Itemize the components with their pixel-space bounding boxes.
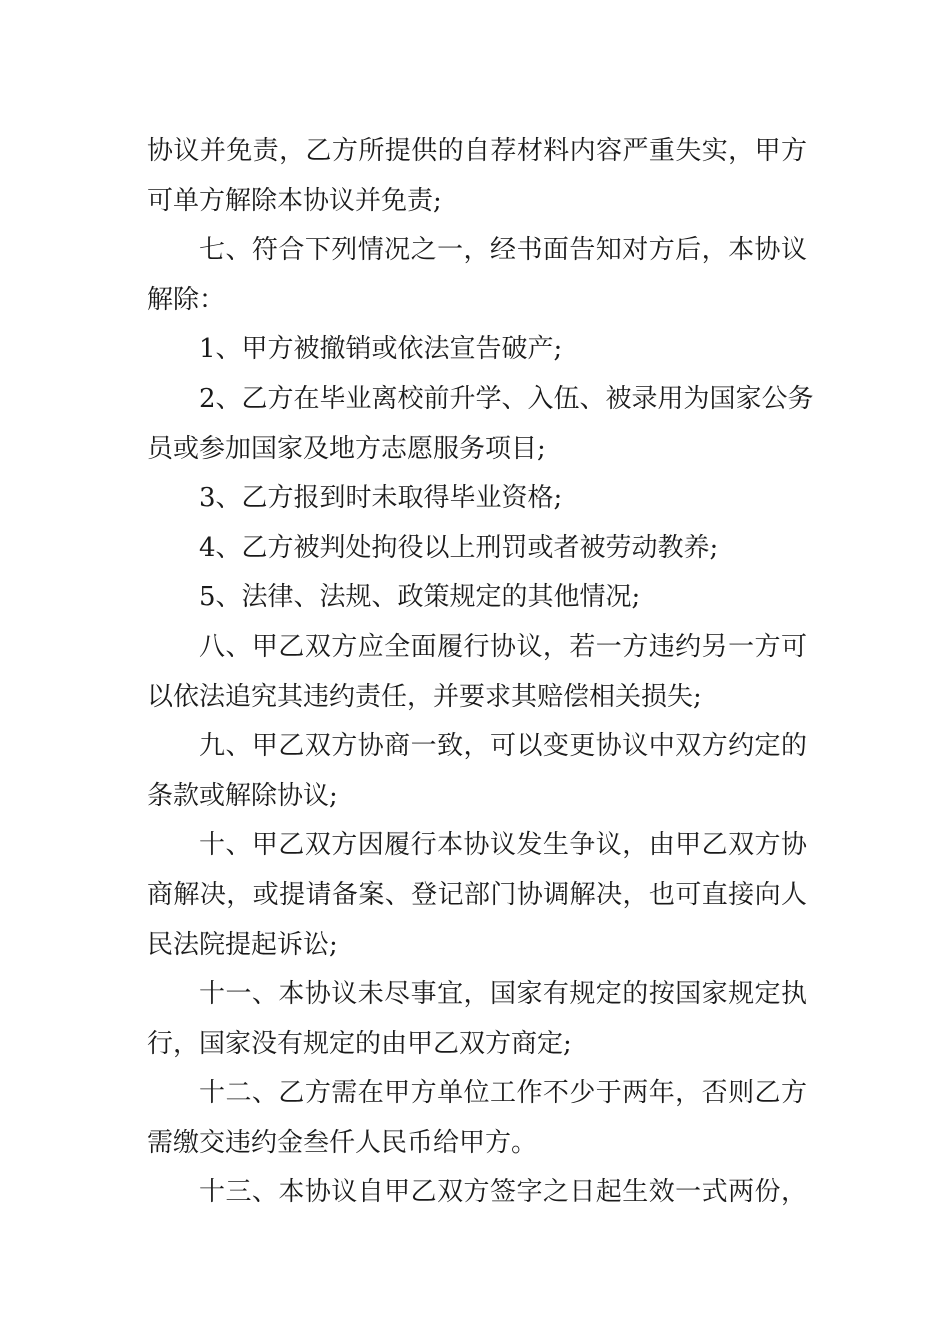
text-line: 十一、本协议未尽事宜，国家有规定的按国家规定执 (199, 979, 807, 1010)
text-line: 以依法追究其违约责任，并要求其赔偿相关损失; (147, 681, 702, 712)
text-line: 行，国家没有规定的由甲乙双方商定; (147, 1028, 572, 1059)
agreement-text-body (147, 127, 814, 1218)
text-line: 十、甲乙双方因履行本协议发生争议，由甲乙双方协 (199, 830, 807, 861)
text-line: 4、乙方被判处拘役以上刑罚或者被劳动教养; (199, 532, 719, 563)
text-line: 八、甲乙双方应全面履行协议，若一方违约另一方可 (199, 631, 807, 662)
text-line: 十二、乙方需在甲方单位工作不少于两年，否则乙方 (199, 1078, 807, 1109)
text-line: 条款或解除协议; (147, 780, 338, 811)
text-line: 九、甲乙双方协商一致，可以变更协议中双方约定的 (199, 731, 807, 762)
text-line: 员或参加国家及地方志愿服务项目; (147, 433, 546, 464)
text-line: 需缴交违约金叁仟人民币给甲方。 (147, 1127, 538, 1158)
text-line: 可单方解除本协议并免责; (147, 185, 442, 216)
text-line: 解除： (147, 284, 226, 315)
text-line: 十三、本协议自甲乙双方签字之日起生效一式两份， (199, 1177, 807, 1208)
text-line: 3、乙方报到时未取得毕业资格; (199, 483, 563, 514)
text-line: 七、符合下列情况之一，经书面告知对方后，本协议 (199, 235, 807, 266)
text-line: 5、法律、法规、政策规定的其他情况; (199, 582, 641, 613)
text-line: 2、乙方在毕业离校前升学、入伍、被录用为国家公务 (199, 383, 814, 414)
text-line: 1、甲方被撤销或依法宣告破产; (199, 334, 563, 365)
text-line: 民法院提起诉讼; (147, 929, 338, 960)
text-line: 商解决，或提请备案、登记部门协调解决，也可直接向人 (147, 879, 807, 910)
text-line: 协议并免责，乙方所提供的自荐材料内容严重失实，甲方 (147, 136, 807, 166)
